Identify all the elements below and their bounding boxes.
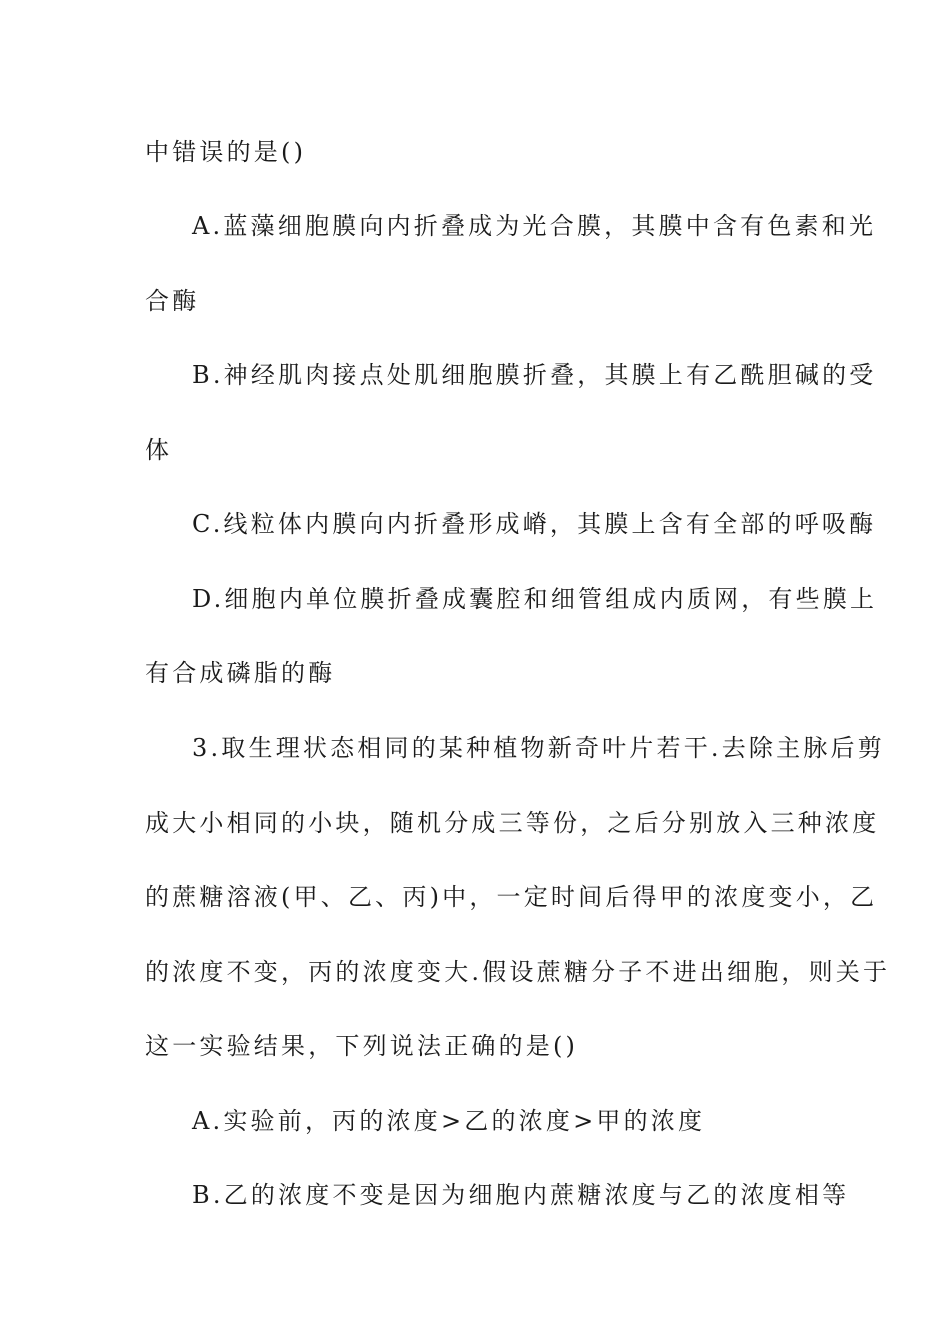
text-line: 合酶 bbox=[145, 287, 200, 315]
option-d-line: D.细胞内单位膜折叠成囊腔和细管组成内质网，有些膜上 bbox=[192, 585, 878, 613]
text-line: 中错误的是() bbox=[145, 138, 307, 166]
question-3-line: 3.取生理状态相同的某种植物新奇叶片若干.去除主脉后剪 bbox=[192, 734, 885, 762]
text-line: 有合成磷脂的酶 bbox=[145, 659, 336, 687]
option-b-line: B.神经肌肉接点处肌细胞膜折叠，其膜上有乙酰胆碱的受 bbox=[192, 361, 877, 389]
option-b-line: B.乙的浓度不变是因为细胞内蔗糖浓度与乙的浓度相等 bbox=[192, 1181, 850, 1209]
option-c-line: C.线粒体内膜向内折叠形成嵴，其膜上含有全部的呼吸酶 bbox=[192, 510, 877, 538]
text-line: 体 bbox=[145, 436, 173, 464]
text-line: 成大小相同的小块，随机分成三等份，之后分别放入三种浓度 bbox=[145, 809, 880, 837]
option-a-line: A.蓝藻细胞膜向内折叠成为光合膜，其膜中含有色素和光 bbox=[192, 212, 877, 240]
text-line: 的浓度不变，丙的浓度变大.假设蔗糖分子不进出细胞，则关于 bbox=[145, 958, 891, 986]
text-line: 这一实验结果，下列说法正确的是() bbox=[145, 1032, 579, 1060]
text-line: 的蔗糖溶液(甲、乙、丙)中，一定时间后得甲的浓度变小，乙 bbox=[145, 883, 878, 911]
option-a-line: A.实验前，丙的浓度>乙的浓度>甲的浓度 bbox=[192, 1107, 706, 1135]
